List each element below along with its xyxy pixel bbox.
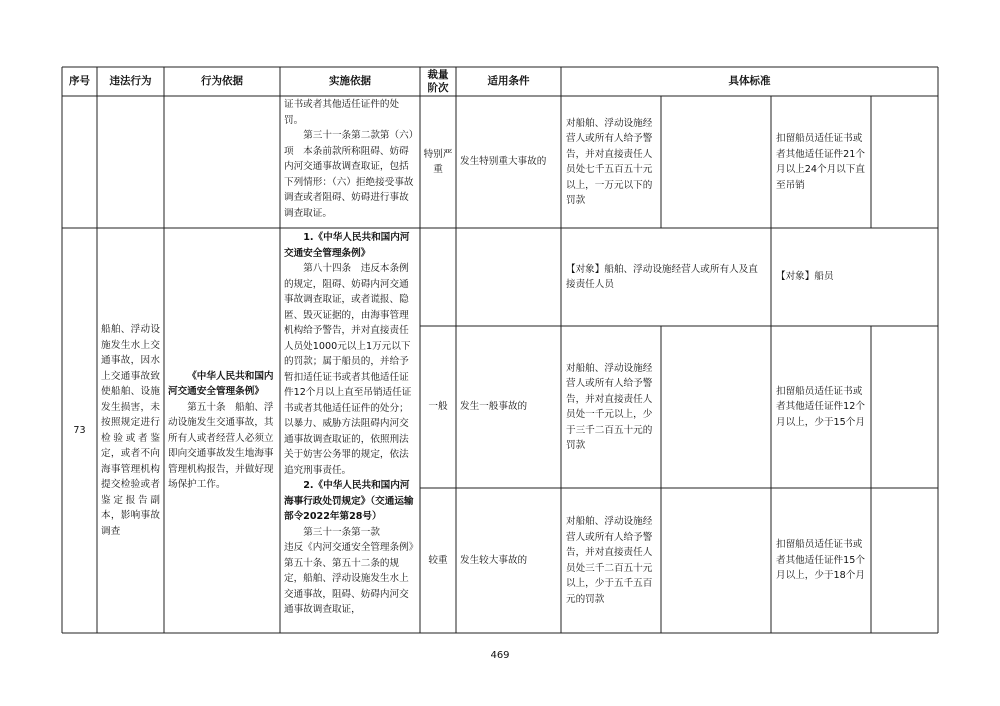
cont-impl [284,97,416,227]
row73-major-std-owner: 对船舶、浮动设施经营人或所有人给予警告，并对直接责任人员处三千二百五十元以上，少于五千五百元的罚款 [566,516,653,605]
row73-general-std-crew: 扣留船员适任证书或者其他适任证件12个月以上，少于15个月 [776,385,865,428]
row73-major-level: 较重 [428,554,448,566]
header-level: 裁量阶次 [427,68,449,94]
row73-impl [284,230,416,632]
row73-object-owner: 【对象】船舶、浮动设施经营人或所有人及直接责任人员 [566,263,758,290]
header-condition: 适用条件 [487,75,530,87]
cont-std-owner: 对船舶、浮动设施经营人或所有人给予警告，并对直接责任人员处七千五百五十元以上，一万元以下的罚款 [566,117,653,206]
page-number: 469 [490,650,510,661]
row73-general-std-owner: 对船舶、浮动设施经营人或所有人给予警告，并对直接责任人员处一千元以上，少于三千二百五十元的罚款 [566,362,653,451]
row73-major-condition: 发生较大事故的 [460,554,528,566]
row73-basis [168,228,276,633]
header-standard: 具体标准 [728,75,771,87]
header-impl: 实施依据 [329,75,371,87]
row73-general-condition: 发生一般事故的 [460,401,528,413]
row73-violation: 船舶、浮动设施发生水上交通事故，因水上交通事故致使船舶、设施发生损害，未按照规定进行检验或者鉴定，或者不向海事管理机构提交检验或者鉴定报告副本，影响事故调查 [101,324,160,537]
row73-impl-text-2b: 违反《内河交通安全管理条例》第五十条、第五十二条的规定，船舶、浮动设施发生水上交通事故，阻碍、妨碍内河交通事故调查取证， [284,542,414,615]
header-seq: 序号 [69,75,90,87]
header-violation: 违法行为 [109,75,152,87]
cont-std-crew: 扣留船员适任证书或者其他适任证件21个月以上24个月以下直至吊销 [776,133,865,191]
row73-seq: 73 [73,424,86,436]
row73-impl-title-1: 1.《中华人民共和国内河交通安全管理条例》 [284,232,410,259]
row73-basis-title: 《中华人民共和国内河交通安全管理条例》 [168,370,274,397]
row73-object-crew: 【对象】船员 [776,271,834,283]
row73-impl-text-1: 第八十四条 违反本条例的规定，阻碍、妨碍内河交通事故调查取证，或者谎报、隐匿、毁灭证据的，由海事管理机构给予警告，并对直接责任人员处1000元以上1万元以下的罚款；属于船员的，并给予暂扣适任证书或者其他适任证件12个月以上直至吊销适任证书或者其他适任证件的处分；以暴力、威胁方法阻碍内河交通事故调查取证的，依照刑法关于妨害公务罪的规定，依法追究刑事责任。 [284,263,412,476]
cont-level: 特别严重 [423,148,453,175]
row73-impl-text-2a: 第三十一条第一款 [303,526,380,538]
row73-impl-title-2: 2.《中华人民共和国内河海事行政处罚规定》（交通运输部令2022年第28号） [284,480,414,522]
row73-basis-text: 第五十条 船舶、浮动设施发生交通事故，其所有人或者经营人必须立即向交通事故发生地海事管理机构报告，并做好现场保护工作。 [168,401,274,490]
cont-impl-line-2: 第三十一条第二款第（六）项 本条前款所称阻碍、妨碍内河交通事故调查取证，包括下列情形：（六）拒绝接受事故调查或者阻碍、妨碍进行事故调查取证。 [284,130,414,219]
row73-major-std-crew: 扣留船员适任证书或者其他适任证件15个月以上，少于18个月 [776,539,865,582]
row73-general-level: 一般 [428,401,448,413]
cont-condition: 发生特别重大事故的 [460,156,547,168]
cont-impl-line-1: 证书或者其他适任证件的处罚。 [284,99,400,126]
header-basis: 行为依据 [201,75,243,87]
